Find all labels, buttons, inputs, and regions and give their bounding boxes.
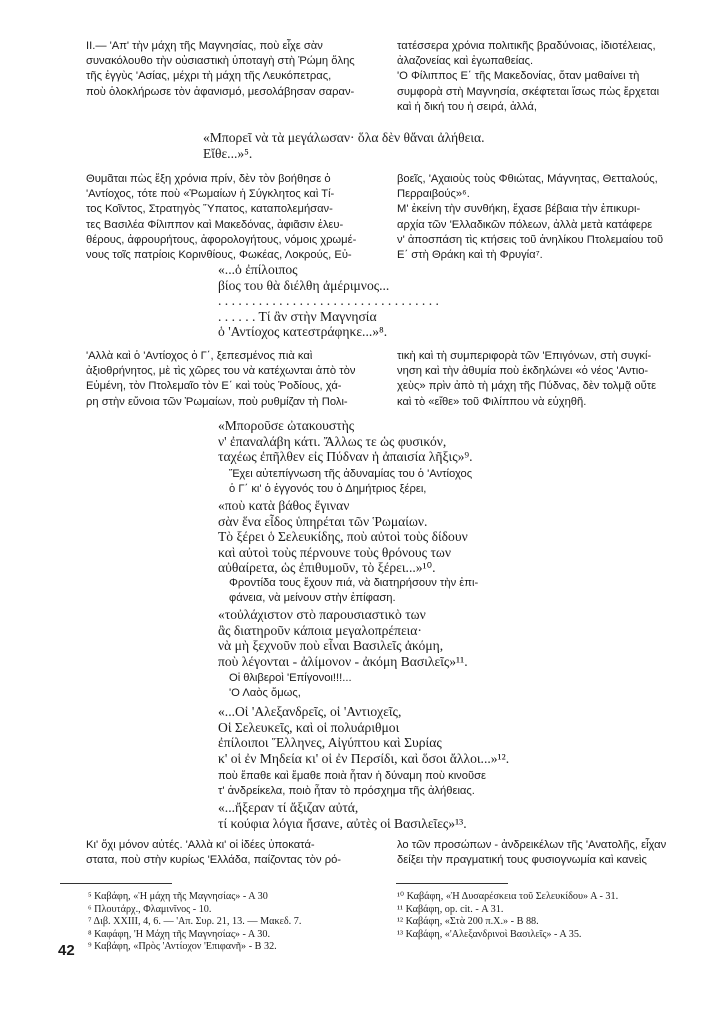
center-quote-d (218, 704, 558, 766)
footnote-entry: ⁸ Καφάφη, 'Η Μάχη τῆς Μαγνησίας» - Α 30. (88, 928, 270, 940)
text-line: ν' ἐπαναλάβη κάτι. Ἄλλως τε ὡς φυσικόν, (218, 433, 447, 449)
text-line: βοεῖς, 'Αχαιοὺς τοὺς Φθιώτας, Μάγνητας, Θετταλούς, (397, 173, 658, 185)
footnotes-right (397, 891, 697, 941)
text-line: 'Αλλὰ καὶ ὁ 'Αντίοχος ὁ Γ΄, ξεπεσμένος πιὰ καὶ (86, 350, 313, 362)
text-line: τῆς ἐγγὺς 'Ασίας, μέχρι τὴ μάχη τῆς Λευκόπετρας, (86, 70, 332, 83)
text-line: «...Οἱ 'Αλεξανδρεῖς, οἱ 'Αντιοχεῖς, (218, 704, 402, 719)
text-line: τος Κοῖντος, Στρατηγὸς Ὕπατος, καταπολεμήσαν- (86, 203, 333, 216)
text-line: Εὐμένη, τὸν Πτολεμαῖο τὸν Ε΄ καὶ τοὺς Ῥοδίους, χά- (86, 380, 342, 393)
center-prose-d (218, 769, 538, 799)
footnote-entry: ¹⁰ Καβάφη, «Ἡ Δυσαρέσκεια τοῦ Σελευκίδου» Α - 31. (397, 891, 619, 902)
text-line: χεὺς» πρὶν ἀπὸ τὴ μάχη τῆς Πύδνας, δὲν τολμᾷ οὔτε (397, 380, 657, 393)
text-line: κ' οἱ ἐν Μηδεία κι' οἱ ἐν Περσίδι, καὶ ὅσοι ἄλλοι...»¹². (218, 750, 510, 766)
text-line: Οἱ θλιβεροὶ 'Επίγονοι!!!... (229, 672, 352, 684)
text-line: νηση καὶ τὴν ἀθυμία ποὺ ἐκδηλώνει «ὁ νέος 'Αντιο- (397, 365, 649, 378)
text-line: «...ἤξεραν τί ἄξιζαν αὐτά, (218, 800, 359, 815)
footnote-entry: ¹² Καβάφη, «Στὰ 200 π.Χ.» - Β 88. (397, 916, 539, 928)
text-line: Κι' ὄχι μόνον αὐτές. 'Αλλὰ κι' οἱ ἰδέες ὑποκατά- (86, 839, 315, 851)
center-quote-c (218, 607, 538, 669)
text-line: καὶ ἡ δική του ἡ σειρά, ἀλλά, (397, 100, 538, 113)
text-line: βίος του θὰ διέλθη ἀμέριμνος... (218, 277, 390, 293)
text-line: στατα, ποὺ στὴν κυρίως 'Ελλάδα, παίζοντας τὸν ρό- (86, 854, 342, 867)
text-line: ἂς διατηροῦν κάποια μεγαλοπρέπεια· (218, 622, 422, 638)
text-line: Τὸ ξέρει ὁ Σελευκίδης, ποὺ αὐτοὶ τοὺς δίδουν (218, 529, 468, 545)
footnote-entry: ⁶ Πλουτάρχ., Φλαμινῖνος - 10. (88, 903, 212, 915)
text-line: ἀξιοθρήνητος, μὲ τὶς χῶρες του νὰ κατέχωνται ἀπὸ τὸν (86, 365, 356, 378)
quote-1 (203, 130, 543, 161)
text-line: . . . . . . Τί ἂν στὴν Μαγνησία (218, 308, 377, 324)
text-line: «...ὁ ἐπίλοιπος (218, 262, 298, 277)
text-line: λο τῶν προσώπων - ἀνδρεικέλων τῆς 'Ανατολῆς, εἶχαν (397, 839, 667, 851)
text-line: Ε΄ στὴ Θράκη καὶ τὴ Φρυγία⁷. (397, 249, 543, 262)
footnote-entry: ¹¹ Καβάφη, op. cit. - Α 31. (397, 903, 504, 915)
text-line: ΙΙ.— 'Απ' τὴν μάχη τῆς Μαγνησίας, ποὺ εἶχε σὰν (86, 40, 323, 52)
section-4-right-column (397, 838, 693, 868)
text-line: ν' ἀποσπάση τὶς κτήσεις τοῦ ἀνηλίκου Πτολεμαίου τοῦ (397, 233, 664, 246)
text-line: Ἔχει αὐτεπίγνωση τῆς ἀδυναμίας του ὁ 'Αντίοχος (229, 468, 473, 480)
section-4-left-column (86, 838, 380, 868)
text-line: 'Ο Φίλιππος Ε΄ τῆς Μακεδονίας, ὅταν μαθαίνει τὴ (397, 70, 640, 83)
text-line: καὶ αὐτοὶ τοὺς πέρνουνε τοὺς θρόνους των (218, 544, 452, 560)
text-line: αὐθαίρετα, ὡς ἐπιθυμοῦν, τὸ ξέρει...»¹⁰. (218, 560, 436, 576)
text-line: νὰ μὴ ξεχνοῦν ποὺ εἶναι Βασιλεῖς ἀκόμη, (218, 638, 444, 654)
text-line: Εἴθε...»⁵. (203, 145, 253, 161)
text-line: ποὺ λέγονται - ἀλίμονον - ἀκόμη Βασιλεῖς»¹¹. (218, 653, 468, 669)
text-line: Φροντίδα τους ἔχουν πιά, νὰ διατηρήσουν τὴν ἐπι- (229, 577, 479, 589)
text-line: . . . . . . . . . . . . . . . . . . . . . . . . . . . . . . . . . (218, 293, 439, 309)
center-quote-b (218, 498, 538, 576)
section-1-right-column (397, 39, 693, 115)
text-line: τ' ἀνδρείκελα, ποιὸ ἦταν τὸ πρόσχημα τῆς ἀλήθειας. (218, 785, 475, 798)
section-3-right-column (397, 349, 693, 410)
text-line: ταχέως ἐπῆλθεν εἰς Πύδναν ἡ ἀπαισία λῆξις»⁹. (218, 449, 473, 465)
text-line: Οἱ Σελευκεῖς, καὶ οἱ πολυάριθμοι (218, 719, 400, 735)
text-line: συμφορὰ στὴ Μαγνησία, σκέφτεται ἴσως πὼς ἔρχεται (397, 85, 660, 98)
text-line: ποὺ ἔπαθε καὶ ἔμαθε ποιὰ ἦταν ἡ δύναμη ποὺ κινοῦσε (218, 770, 487, 782)
center-quote-a (218, 418, 538, 465)
center-prose-a (229, 467, 529, 497)
text-line: τικὴ καὶ τὴ συμπεριφορὰ τῶν 'Επιγόνων, στὴ συγκί- (397, 350, 652, 362)
section-1-left-column (86, 39, 380, 100)
text-line: νους τοῖς πατρίοις Κορινθίους, Φωκέας, Λοκρούς, Εὐ- (86, 249, 352, 262)
footnote-rule-left (60, 883, 172, 884)
text-line: ὁ Γ΄ κι' ὁ ἐγγονός του ὁ Δημήτριος ξέρει, (229, 483, 427, 496)
text-line: 'Αντίοχος, τότε ποὺ «Ῥωμαίων ἡ Σύγκλητος καὶ Τί- (86, 188, 335, 201)
text-line: καὶ τὸ «εἴθε» τοῦ Φιλίππου νὰ εὐχηθῆ. (397, 395, 587, 408)
center-quote-e (218, 800, 538, 831)
quote-2 (218, 262, 518, 340)
center-prose-c (229, 671, 529, 701)
text-line: τατέσσερα χρόνια πολιτικῆς βραδύνοιας, ἰδιοτέλειας, (397, 40, 656, 52)
text-line: ρη στὴν εὔνοια τῶν Ῥωμαίων, ποὺ ρυθμίζαν τὴ Πολι- (86, 395, 348, 408)
text-line: αρχία τῶν 'Ελλαδικῶν πόλεων, ἀλλὰ μετὰ κατάφερε (397, 218, 653, 231)
text-line: ὁ 'Αντίοχος κατεστράφηκε...»⁸. (218, 324, 388, 340)
text-line: θέρους, ἀφρουρήτους, ἀφορολογήτους, νόμοις χρωμέ- (86, 233, 357, 246)
footnotes-left (88, 891, 388, 954)
section-2-right-column (397, 172, 693, 263)
footnote-entry: ⁷ Διβ. XXIII, 4, 6. — 'Απ. Συρ. 21, 13. — Μακεδ. 7. (88, 916, 302, 928)
section-3-left-column (86, 349, 380, 410)
section-2-left-column (86, 172, 380, 263)
text-line: «Μποροῦσε ὠτακουστὴς (218, 418, 355, 433)
text-line: 'Ο Λαὸς ὅμως, (229, 687, 301, 700)
footnote-entry: ⁹ Καβάφη, «Πρὸς 'Αντίοχον 'Επιφανῆ» - Β 32. (88, 941, 277, 953)
text-line: Περραιβούς»⁶. (397, 188, 470, 201)
text-line: ποὺ ὁλοκλήρωσε τὸν ἀφανισμό, μεσολάβησαν σαραν- (86, 85, 355, 98)
text-line: φάνεια, νὰ μείνουν στὴν ἐπίφαση. (229, 592, 396, 605)
text-line: «Μπορεῖ νὰ τὰ μεγάλωσαν· ὅλα δὲν θἄναι ἀλήθεια. (203, 130, 485, 145)
text-line: «τοὐλάχιστον στὸ παρουσιαστικὸ των (218, 607, 426, 622)
footnote-rule-right (396, 883, 508, 884)
text-line: Μ' ἐκείνη τὴν συνθήκη, ἔχασε βέβαια τὴν ἐπικυρι- (397, 203, 641, 216)
text-line: σὰν ἕνα εἶδος ὑπηρέται τῶν Ῥωμαίων. (218, 513, 428, 529)
center-prose-b (229, 576, 529, 606)
text-line: τες Βασιλέα Φίλιππον καὶ Μακεδόνας, ἀφιᾶσιν ἐλευ- (86, 218, 344, 231)
text-line: ἀλαζονείας καὶ ἐγωπαθείας. (397, 55, 534, 68)
page-number: 42 (58, 942, 75, 959)
text-line: ἐπίλοιποι Ἕλληνες, Αἰγύπτου καὶ Συρίας (218, 735, 442, 751)
text-line: τί κούφια λόγια ἤσανε, αὐτὲς οἱ Βασιλεῖες»¹³. (218, 815, 467, 831)
text-line: δείξει τὴν πραγματική τους φυσιογνωμία καὶ κανεὶς (397, 854, 647, 867)
footnote-entry: ⁵ Καβάφη, «Ἡ μάχη τῆς Μαγνησίας» - Α 30 (88, 891, 268, 902)
footnote-entry: ¹³ Καβάφη, «'Αλεξανδρινοὶ Βασιλεῖς» - Α 35. (397, 928, 582, 940)
text-line: «ποὺ κατὰ βάθος ἔγιναν (218, 498, 350, 513)
text-line: συνακόλουθο τὴν οὐσιαστικὴ ὑποταγὴ στὴ Ῥώμη ὅλης (86, 55, 355, 68)
text-line: Θυμᾶται πὼς ἕξη χρόνια πρίν, δὲν τὸν βοήθησε ὁ (86, 173, 331, 185)
